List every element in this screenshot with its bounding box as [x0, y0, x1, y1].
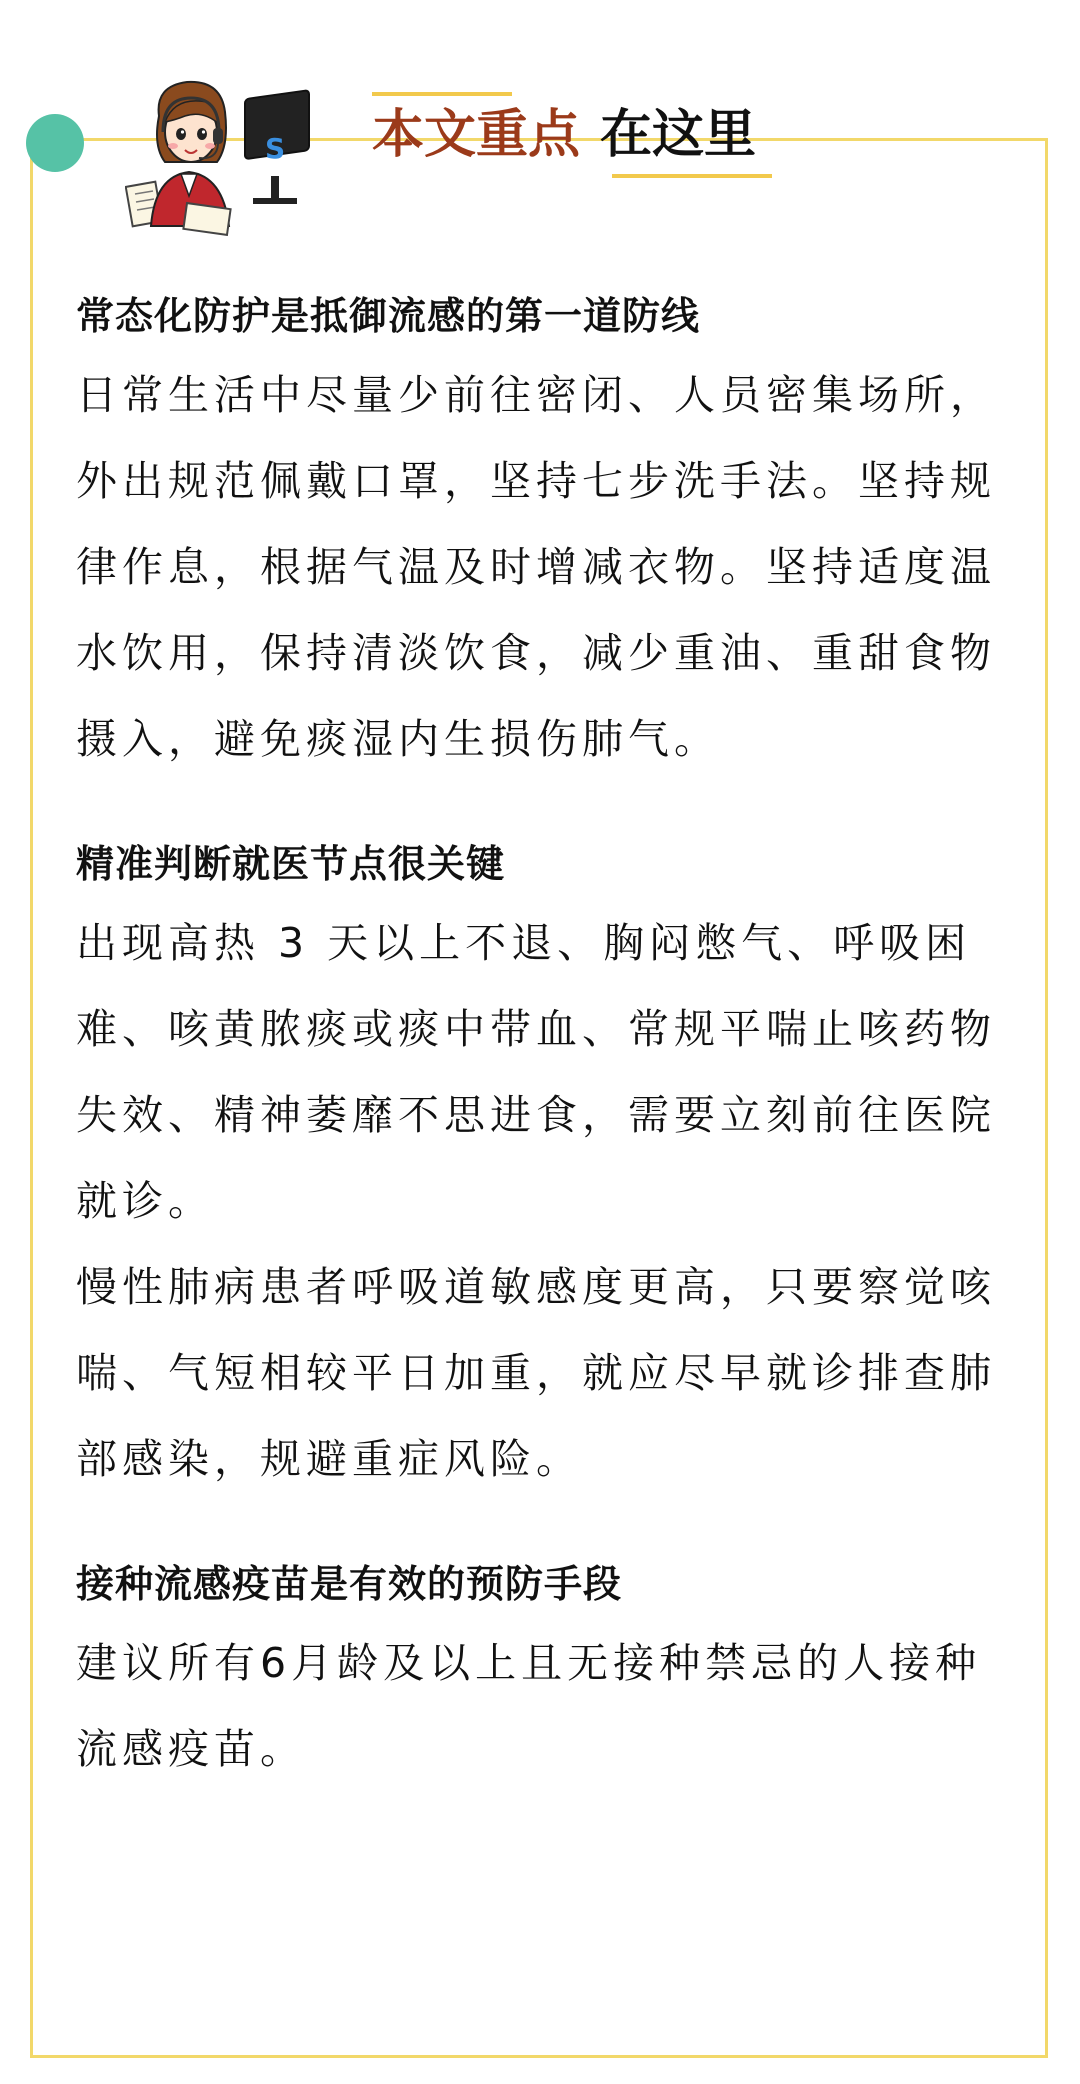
svg-text:S: S	[265, 132, 286, 165]
section-paragraph: 建议所有6月龄及以上且无接种禁忌的人接种流感疫苗。	[76, 1639, 982, 1773]
decorative-dot	[26, 114, 84, 172]
page-title-dark: 在这里	[600, 105, 757, 165]
section-heading: 精准判断就医节点很关键	[76, 842, 506, 886]
section-prevention	[76, 288, 1006, 782]
section-vaccination	[76, 1556, 1006, 1792]
section-heading: 接种流感疫苗是有效的预防手段	[76, 1562, 623, 1606]
section-paragraph: 日常生活中尽量少前往密闭、人员密集场所，外出规范佩戴口罩，坚持七步洗手法。坚持规律作息，根据气温及时增减衣物。坚持适度温水饮用，保持清淡饮食，减少重油、重甜食物摄入，避免痰湿内生损伤肺气。	[76, 371, 996, 763]
page-title-accent: 本文重点	[372, 105, 581, 165]
article-body	[76, 288, 1006, 1792]
title-underline-bottom	[612, 174, 772, 178]
section-heading: 常态化防护是抵御流感的第一道防线	[76, 294, 701, 338]
title-underline-top	[372, 92, 512, 96]
customer-service-avatar-icon	[125, 76, 325, 236]
section-medical-timing	[76, 836, 1006, 1502]
section-paragraph: 慢性肺病患者呼吸道敏感度更高，只要察觉咳喘、气短相较平日加重，就应尽早就诊排查肺部感染，规避重症风险。	[76, 1263, 996, 1483]
section-paragraph: 出现高热 3 天以上不退、胸闷憋气、呼吸困难、咳黄脓痰或痰中带血、常规平喘止咳药物失效、精神萎靡不思进食，需要立刻前往医院就诊。	[76, 919, 996, 1225]
